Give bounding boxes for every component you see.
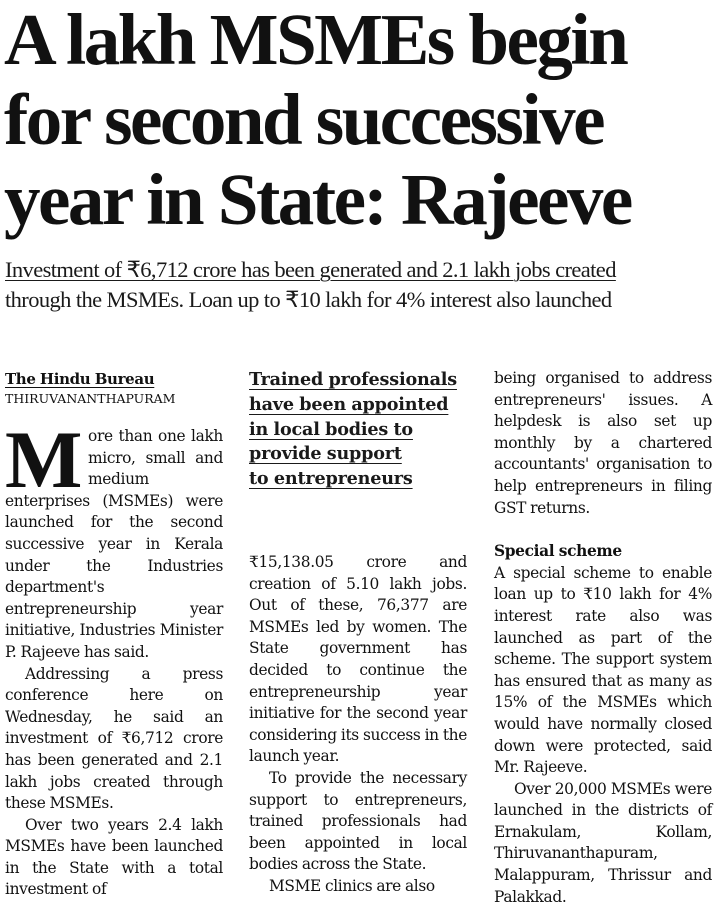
standfirst: [5, 255, 705, 315]
drop-cap: M: [5, 414, 83, 505]
dateline: THIRUVANANTHAPURAM: [5, 391, 176, 406]
paragraph-6: A special scheme to enable loan up to ₹10 lakh for 4% interest rate also was launched as part of the scheme. The support system has ensured that as many as 15% of the MSMEs which would have normally closed down were protected, said Mr. Rajeeve.: [494, 563, 712, 777]
pull-quote-line-2: have been appointed: [249, 393, 449, 415]
standfirst-line-2: through the MSMEs. Loan up to ₹10 lakh for 4% interest also launched: [5, 287, 612, 312]
paragraph-1: [5, 414, 223, 664]
paragraph-4: To provide the necessary support to entrepreneurs, trained professionals had been appointed in local bodies across the State.: [249, 768, 467, 874]
paragraph-3-continued: ₹15,138.05 crore and creation of 5.10 lakh jobs. Out of these, 76,377 are MSMEs led by women. The State government has decided to continue the entrepreneurship year initiative for the second year considering its success in the launch year.: [249, 552, 467, 766]
byline: The Hindu Bureau: [5, 370, 155, 388]
article-column-3: [494, 368, 712, 908]
paragraph-1-text: ore than one lakh micro, small and medium enterprises (MSMEs) were launched for the second successive year in Kerala under the Industries department's entrepreneurship year initiative, Industries Minister P. Rajeeve has said.: [5, 427, 223, 661]
pull-quote-line-3: in local bodies to: [249, 418, 413, 440]
paragraph-2: Addressing a press conference here on Wednesday, he said an investment of ₹6,712 crore has been generated and 2.1 lakh jobs created through these MSMEs.: [5, 664, 223, 813]
pull-quote-line-4: provide support: [249, 443, 402, 465]
headline: A lakh MSMEs begin for second successive year in State: Rajeeve: [4, 0, 631, 240]
pull-quote-line-1: Trained professionals: [249, 369, 457, 390]
article-column-2: [249, 368, 467, 897]
paragraph-7: Over 20,000 MSMEs were launched in the districts of Ernakulam, Kollam, Thiruvananthapuram, Malappuram, Thrissur and Palakkad.: [494, 779, 712, 906]
article-column-1: [5, 368, 223, 901]
paragraph-3-start: Over two years 2.4 lakh MSMEs have been launched in the State with a total investment of: [5, 815, 223, 899]
pull-quote: [249, 368, 467, 492]
pull-quote-line-5: to entrepreneurs: [249, 468, 413, 490]
standfirst-line-1: Investment of ₹6,712 crore has been generated and 2.1 lakh jobs created: [5, 257, 616, 282]
subhead-special-scheme: Special scheme: [494, 542, 622, 561]
paragraph-5-continued: being organised to address entrepreneurs' issues. A helpdesk is also set up monthly by a chartered accountants' organisation to help entrepreneurs in filing GST returns.: [494, 369, 712, 517]
paragraph-5-start: MSME clinics are also: [269, 876, 435, 895]
